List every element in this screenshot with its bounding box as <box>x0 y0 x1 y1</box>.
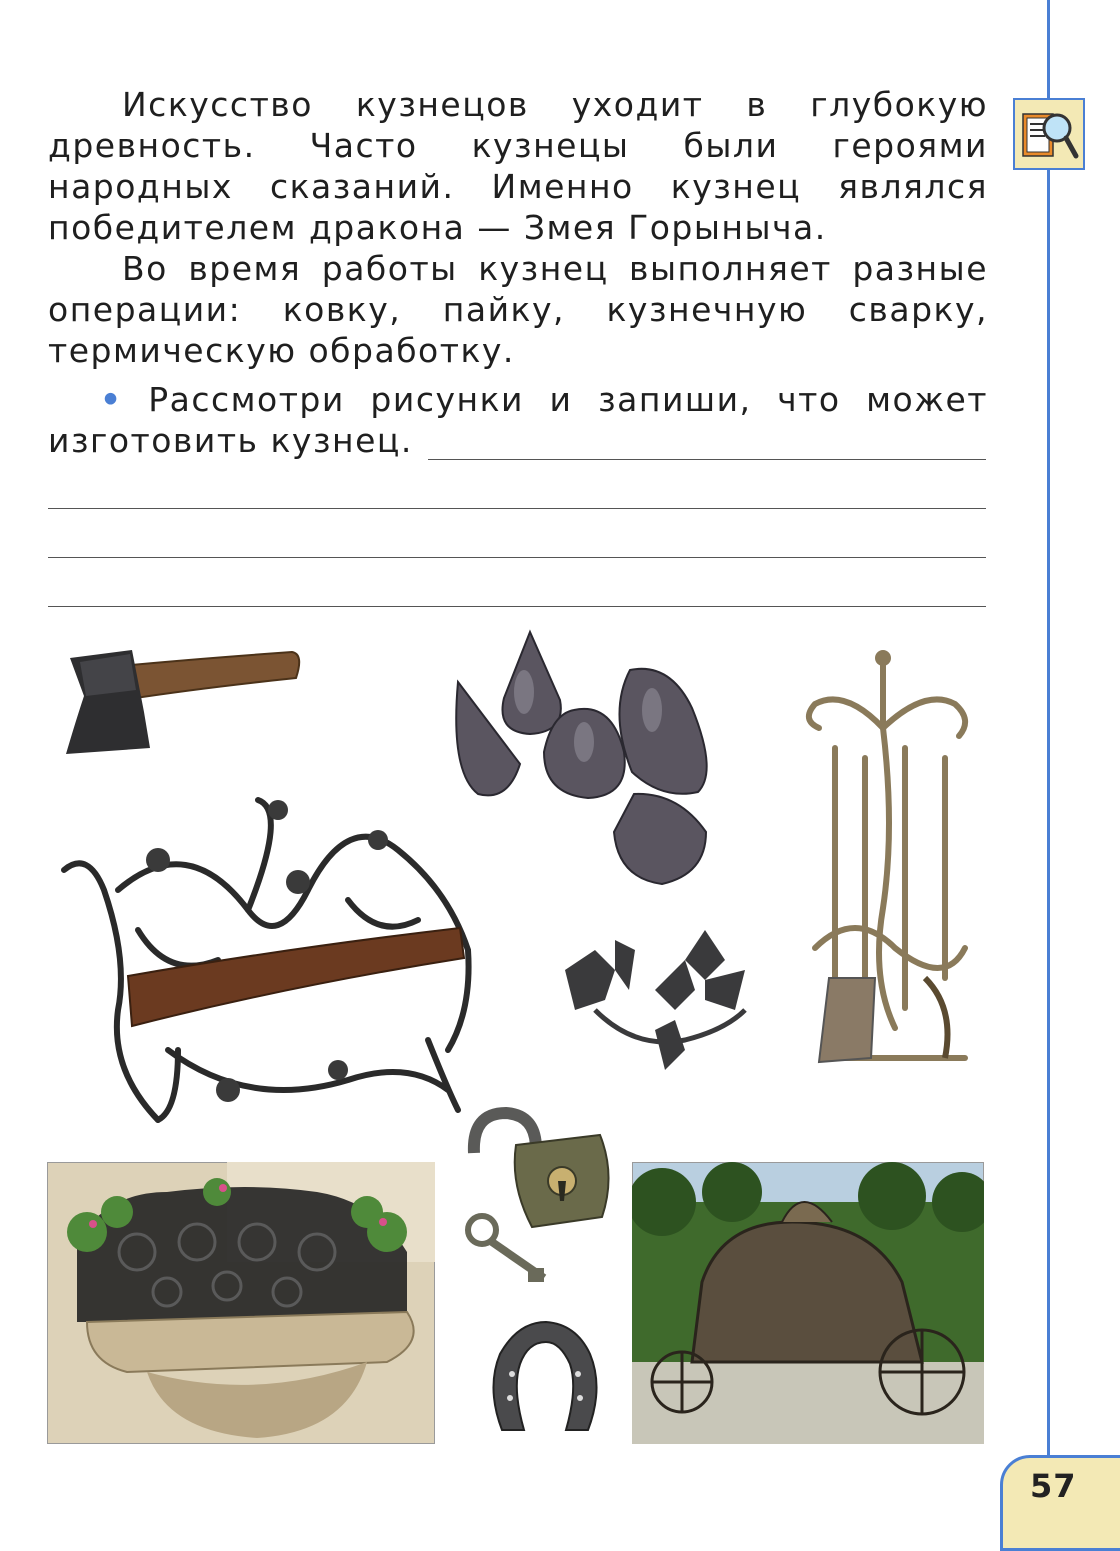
answer-line-3[interactable] <box>48 557 986 558</box>
task-text: Рассмотри рисунки и запиши, что может изготовить кузнец. <box>48 380 988 460</box>
bullet-icon: • <box>100 380 123 419</box>
key-icon <box>462 1210 562 1290</box>
answer-line-2[interactable] <box>48 508 986 509</box>
forged-bench-icon <box>48 790 478 1130</box>
search-badge-icon <box>1013 98 1085 170</box>
balcony-photo <box>47 1162 435 1444</box>
fireplace-tools-icon <box>795 648 995 1088</box>
paragraph-1: Искусство кузнецов уходит в глубокую древность. Часто кузнецы были героями народных сказаний. Именно кузнец являлся победителем дракона — Змея Горыныча. <box>48 85 988 247</box>
text-block <box>48 84 988 461</box>
forged-leaves-icon <box>555 930 755 1080</box>
paragraph-2: Во время работы кузнец выполняет разные операции: ковку, пайку, кузнечную сварку, термическую обработку. <box>48 249 988 370</box>
helmets-icon <box>448 622 738 892</box>
answer-line-1[interactable] <box>428 459 986 460</box>
page-margin-line <box>1047 0 1050 1527</box>
task-paragraph <box>48 379 988 461</box>
page-number: 57 <box>1030 1467 1077 1505</box>
answer-line-4[interactable] <box>48 606 986 607</box>
horseshoe-icon <box>486 1318 604 1438</box>
axe-icon <box>60 640 310 760</box>
carriage-photo <box>632 1162 984 1444</box>
